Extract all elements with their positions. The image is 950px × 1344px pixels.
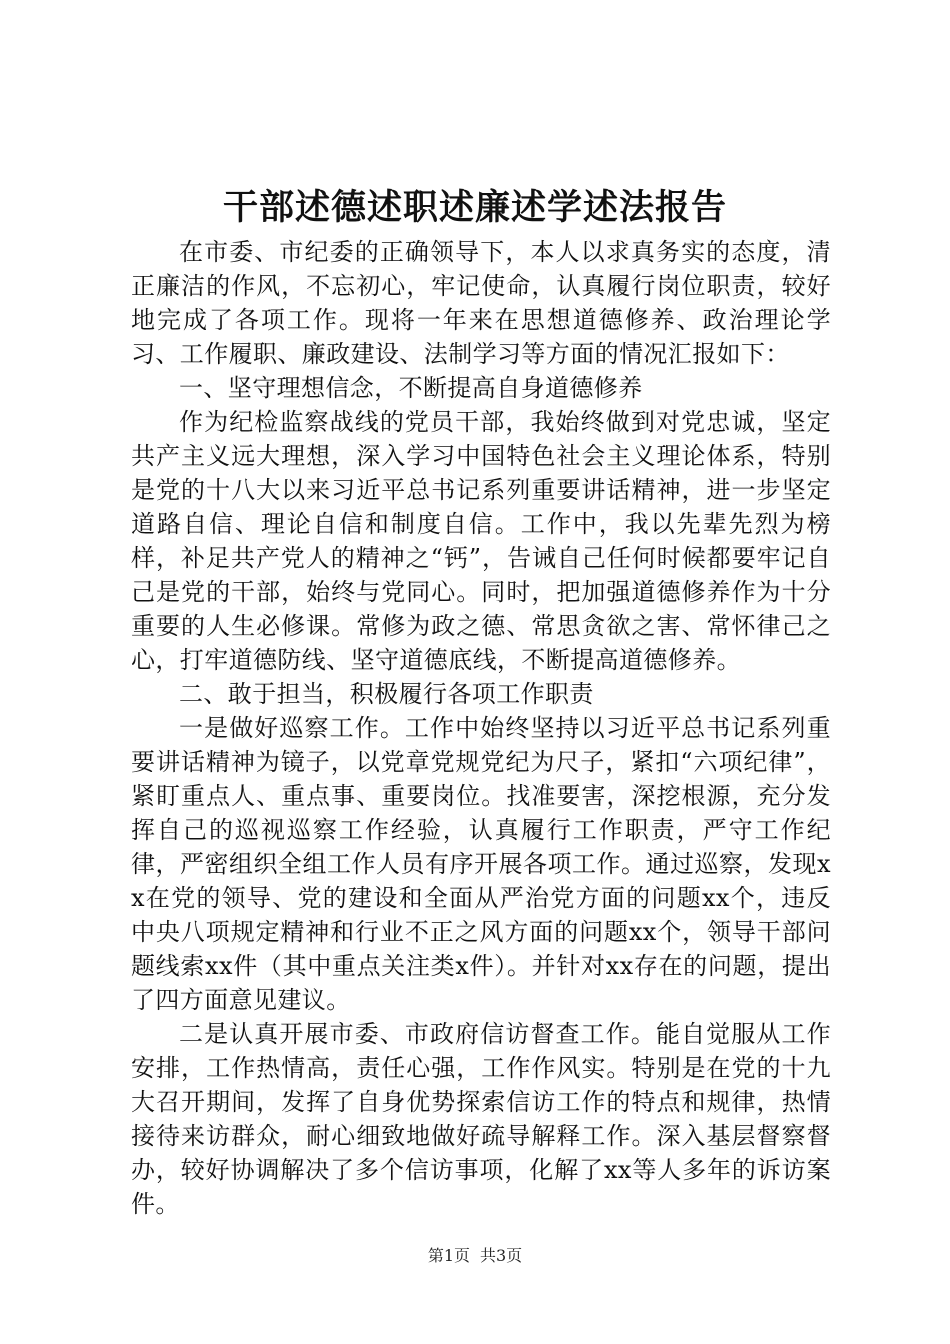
section-2-paragraph-petition: 二是认真开展市委、市政府信访督查工作。能自觉服从工作安排，工作热情高，责任心强，工作作风实。特别是在党的十九大召开期间，发挥了自身优势探索信访工作的特点和规律，热情接待来访群众，耐心细致地做好疏导解释工作。深入基层督察督办，较好协调解决了多个信访事项，化解了xx等人多年的诉访案件。 [131, 1020, 831, 1218]
document-title: 干部述德述职述廉述学述法报告 [222, 187, 727, 228]
page-footer [0, 1245, 950, 1267]
intro-paragraph: 在市委、市纪委的正确领导下，本人以求真务实的态度，清正廉洁的作风，不忘初心，牢记使命，认真履行岗位职责，较好地完成了各项工作。现将一年来在思想道德修养、政治理论学习、工作履职、廉政建设、法制学习等方面的情况汇报如下： [131, 238, 831, 368]
document-body [131, 235, 831, 1221]
section-1-paragraph: 作为纪检监察战线的党员干部，我始终做到对党忠诚，坚定共产主义远大理想，深入学习中国特色社会主义理论体系，特别是党的十八大以来习近平总书记系列重要讲话精神，进一步坚定道路自信、理论自信和制度自信。工作中，我以先辈先烈为榜样，补足共产党人的精神之“钙”，告诫自己任何时候都要牢记自己是党的干部，始终与党同心。同时，把加强道德修养作为十分重要的人生必修课。常修为政之德、常思贪欲之害、常怀律己之心，打牢道德防线、坚守道德底线，不断提高道德修养。 [131, 408, 831, 674]
section-heading-1: 一、坚守理想信念，不断提高自身道德修养 [179, 374, 643, 402]
page-total: 共3页 [480, 1246, 523, 1265]
page-number: 第1页 [427, 1246, 470, 1265]
section-heading-2: 二、敢于担当，积极履行各项工作职责 [179, 680, 594, 708]
section-2-paragraph-inspection: 一是做好巡察工作。工作中始终坚持以习近平总书记系列重要讲话精神为镜子，以党章党规党纪为尺子，紧扣“六项纪律”，紧盯重点人、重点事、重要岗位。找准要害，深挖根源，充分发挥自己的巡视巡察工作经验，认真履行工作职责，严守工作纪律，严密组织全组工作人员有序开展各项工作。通过巡察，发现xx在党的领导、党的建设和全面从严治党方面的问题xx个，违反中央八项规定精神和行业不正之风方面的问题xx个，领导干部问题线索xx件（其中重点关注类x件）。并针对xx存在的问题，提出了四方面意见建议。 [131, 714, 831, 1014]
